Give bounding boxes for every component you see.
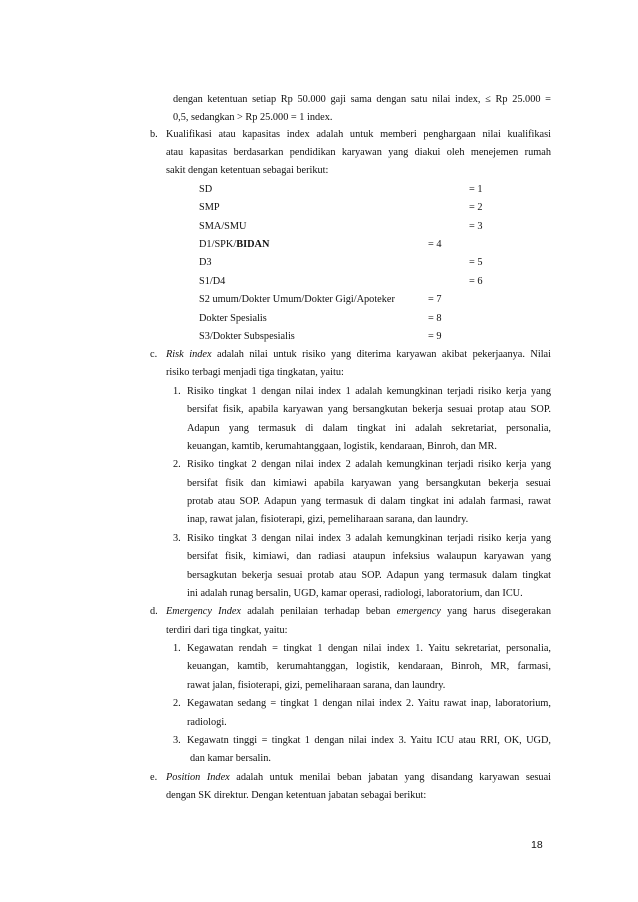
item-d-line-1-end: yang harus disegerakan	[440, 606, 551, 617]
item-b-line-1: Kualifikasi atau kapasitas index adalah untuk memberi penghargaan nilai kualifikasi	[166, 129, 551, 140]
risk-2-line-3: protab atau SOP. Adapun yang termasuk di dalam tingkat ini adalah farmasi, rawat	[187, 496, 551, 507]
qualification-value: = 2	[469, 202, 483, 213]
item-e-marker: e.	[150, 772, 158, 783]
emergency-index-term: Emergency Index	[166, 606, 241, 617]
item-c-line-2: risiko terbagi menjadi tiga tingkatan, yaitu:	[166, 367, 344, 378]
intro-line-1: dengan ketentuan setiap Rp 50.000 gaji sama dengan satu nilai index, ≤ Rp 25.000 =	[173, 94, 551, 105]
item-e-line-1	[166, 771, 551, 785]
qualification-label-plain: D1/SPK/	[199, 239, 237, 250]
position-index-term: Position Index	[166, 772, 230, 783]
risk-3-marker: 3.	[173, 533, 181, 544]
emergency-1-line-1: Kegawatan rendah = tingkat 1 dengan nilai index 1. Yaitu sekretariat, personalia,	[187, 643, 551, 654]
qualification-label-bold: BIDAN	[236, 239, 270, 250]
risk-3-line-2: bersifat fisik, kimiawi, dan radiasi ataupun infeksius walaupun karyawan yang	[187, 551, 551, 562]
emergency-3-line-2: dan kamar bersalin.	[190, 753, 271, 764]
qualification-value: = 6	[469, 276, 483, 287]
emergency-1-marker: 1.	[173, 643, 181, 654]
risk-3-line-4: ini adalah runag bersalin, UGD, kamar operasi, radiologi, laboratorium, dan ICU.	[187, 588, 523, 599]
qualification-value: = 9	[428, 331, 442, 342]
risk-3-line-1: Risiko tingkat 3 dengan nilai index 3 adalah kemungkinan terjadi risiko kerja yang	[187, 533, 551, 544]
qualification-value: = 8	[428, 313, 442, 324]
item-c-line-1	[166, 348, 551, 362]
emergency-2-line-1: Kegawatan sedang = tingkat 1 dengan nilai index 2. Yaitu rawat inap, laboratorium,	[187, 698, 551, 709]
item-c-line-1-rest: adalah nilai untuk risiko yang diterima karyawan akibat pekerjaanya. Nilai	[211, 349, 551, 360]
item-e-line-1-rest: adalah untuk menilai beban jabatan yang disandang karyawan sesuai	[229, 772, 552, 783]
item-d-line-1-mid: adalah penilaian terhadap beban	[241, 606, 397, 617]
item-b-line-3: sakit dengan ketentuan sebagai berikut:	[166, 165, 329, 176]
qualification-label: Dokter Spesialis	[199, 313, 267, 324]
emergency-3-marker: 3.	[173, 735, 181, 746]
item-d-line-1	[166, 605, 551, 619]
qualification-label: S1/D4	[199, 276, 226, 287]
qualification-label: SD	[199, 184, 213, 195]
item-c-marker: c.	[150, 349, 158, 360]
qualification-label: S2 umum/Dokter Umum/Dokter Gigi/Apoteker	[199, 294, 395, 305]
risk-2-line-1: Risiko tingkat 2 dengan nilai index 2 adalah kemungkinan terjadi risiko kerja yang	[187, 459, 551, 470]
item-d-line-2: terdiri dari tiga tingkat, yaitu:	[166, 625, 288, 636]
risk-3-line-3: bersagkutan bekerja sesuai protab atau SOP. Adapun yang termasuk dalam tingkat	[187, 570, 551, 581]
item-b-marker: b.	[150, 129, 158, 140]
risk-1-line-1: Risiko tingkat 1 dengan nilai index 1 adalah kemungkinan terjadi risiko kerja yang	[187, 386, 551, 397]
qualification-value: = 5	[469, 257, 483, 268]
qualification-value: = 7	[428, 294, 442, 305]
risk-index-term: Risk index	[166, 349, 212, 360]
emergency-1-line-3: rawat jalan, fisioterapi, gizi, pemeliharaan sarana, dan laundry.	[187, 680, 446, 691]
item-e-line-2: dengan SK direktur. Dengan ketentuan jabatan sebagai berikut:	[166, 790, 427, 801]
emergency-3-line-1: Kegawatn tinggi = tingkat 1 dengan nilai index 3. Yaitu ICU atau RRI, OK, UGD,	[187, 735, 551, 746]
page-number: 18	[531, 839, 543, 851]
intro-line-2: 0,5, sedangkan > Rp 25.000 = 1 index.	[173, 112, 333, 123]
emergency-1-line-2: keuangan, kamtib, kerumahtanggan, logistik, kendaraan, Binroh, MR, farmasi,	[187, 661, 551, 672]
risk-1-line-3: Adapun yang termasuk di dalam tingkat ini adalah sekretariat, personalia,	[187, 423, 551, 434]
qualification-value: = 3	[469, 221, 483, 232]
risk-1-line-2: bersifat fisik, apabila karyawan yang bersangkutan bekerja sesuai protap atau SOP.	[187, 404, 551, 415]
item-b-line-2: atau kapasitas berdasarkan pendidikan karyawan yang diakui oleh menejemen rumah	[166, 147, 551, 158]
qualification-value: = 4	[428, 239, 442, 250]
risk-1-line-4: keuangan, kamtib, kerumahtanggaan, logistik, kendaraan, Binroh, dan MR.	[187, 441, 497, 452]
qualification-label: SMP	[199, 202, 220, 213]
emergency-2-line-2: radiologi.	[187, 717, 227, 728]
emergency-term: emergency	[396, 606, 441, 617]
qualification-label: S3/Dokter Subspesialis	[199, 331, 295, 342]
qualification-label: D3	[199, 257, 212, 268]
qualification-value: = 1	[469, 184, 483, 195]
qualification-label	[199, 238, 269, 252]
emergency-2-marker: 2.	[173, 698, 181, 709]
risk-2-line-4: inap, rawat jalan, fisioterapi, gizi, pemeliharaan sarana, dan laundry.	[187, 514, 469, 525]
risk-2-line-2: bersifat fisik dan kimiawi apabila karyawan yang bersangkutan bekerja sesuai	[187, 478, 551, 489]
risk-1-marker: 1.	[173, 386, 181, 397]
qualification-label: SMA/SMU	[199, 221, 247, 232]
risk-2-marker: 2.	[173, 459, 181, 470]
item-d-marker: d.	[150, 606, 158, 617]
